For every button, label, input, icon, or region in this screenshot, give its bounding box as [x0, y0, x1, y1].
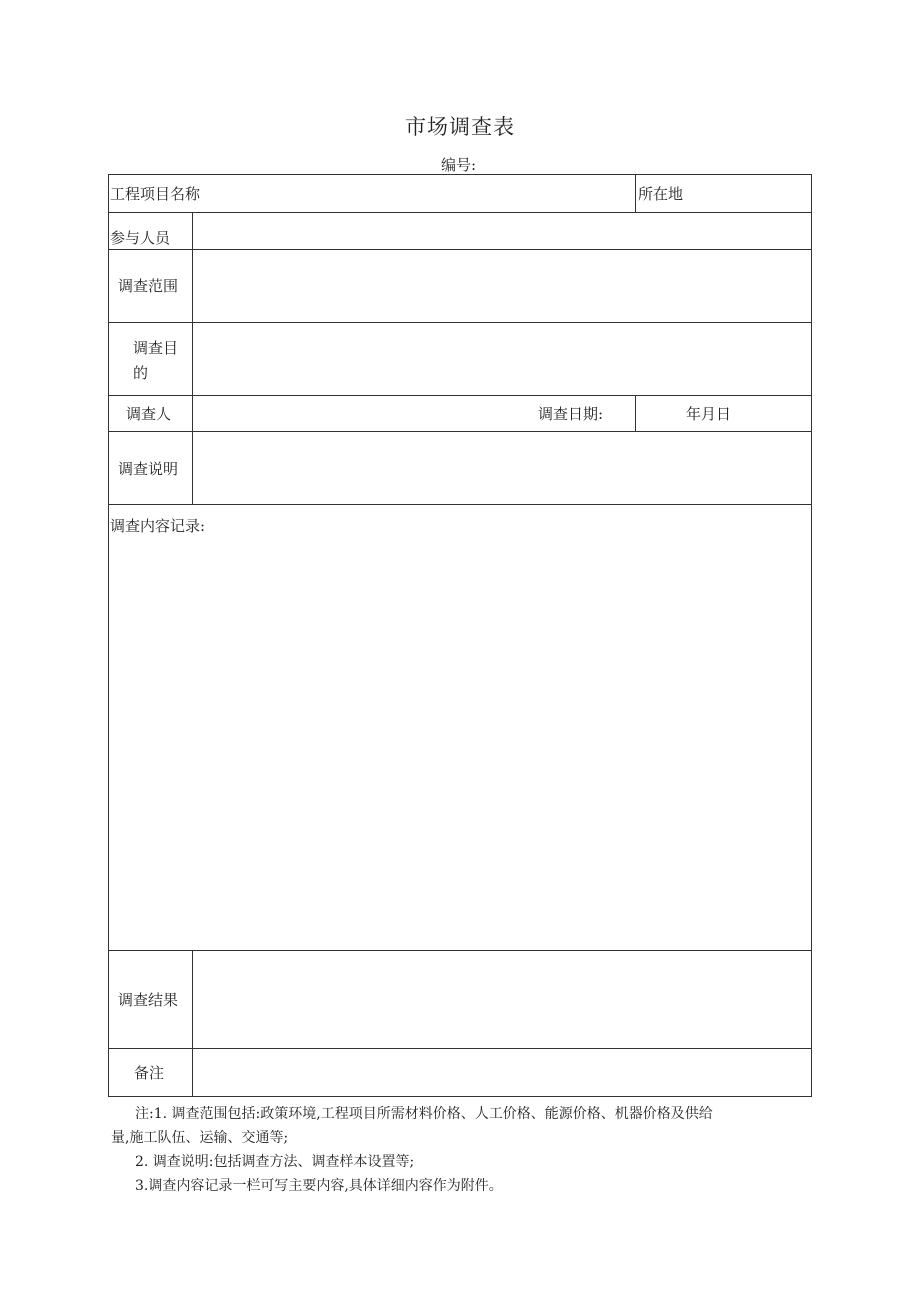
result-field[interactable] — [193, 951, 811, 1048]
note-1-continued: 量,施工队伍、运输、交通等; — [111, 1130, 289, 1146]
remarks-field[interactable] — [193, 1049, 811, 1096]
purpose-label — [133, 336, 178, 386]
scope-label: 调查范围 — [118, 277, 179, 295]
footnotes — [111, 1102, 810, 1198]
project-name-label: 工程项目名称 — [110, 185, 201, 203]
survey-form-table — [108, 174, 812, 1097]
survey-date-label: 调查日期: — [538, 405, 604, 423]
column-divider — [635, 175, 636, 212]
participants-field[interactable] — [193, 213, 811, 249]
row-divider — [109, 395, 811, 396]
content-record-label: 调查内容记录: — [110, 517, 206, 535]
note-1: 注:1. 调查范围包括:政策环境,工程项目所需材料价格、人工价格、能源价格、机器价格及供给 — [135, 1106, 713, 1122]
scope-field[interactable] — [193, 250, 811, 322]
survey-date-placeholder: 年月日 — [686, 405, 732, 423]
document-title: 市场调查表 — [405, 115, 515, 139]
serial-number-label: 编号: — [441, 156, 477, 174]
investigator-label: 调查人 — [126, 405, 172, 423]
content-record-field[interactable] — [110, 540, 810, 948]
result-label: 调查结果 — [118, 991, 179, 1009]
location-label: 所在地 — [638, 185, 684, 203]
purpose-field[interactable] — [193, 323, 811, 395]
note-3: 3.调查内容记录一栏可写主要内容,具体详细内容作为附件。 — [135, 1178, 503, 1194]
description-label: 调查说明 — [118, 460, 179, 478]
purpose-label-line2: 的 — [133, 364, 149, 382]
purpose-label-line1: 调查目 — [133, 339, 179, 357]
description-field[interactable] — [193, 432, 811, 504]
row-divider — [109, 504, 811, 505]
participants-label: 参与人员 — [110, 229, 171, 247]
note-2: 2. 调查说明:包括调查方法、调查样本设置等; — [135, 1154, 415, 1170]
remarks-label: 备注 — [134, 1064, 165, 1082]
column-divider — [635, 395, 636, 431]
